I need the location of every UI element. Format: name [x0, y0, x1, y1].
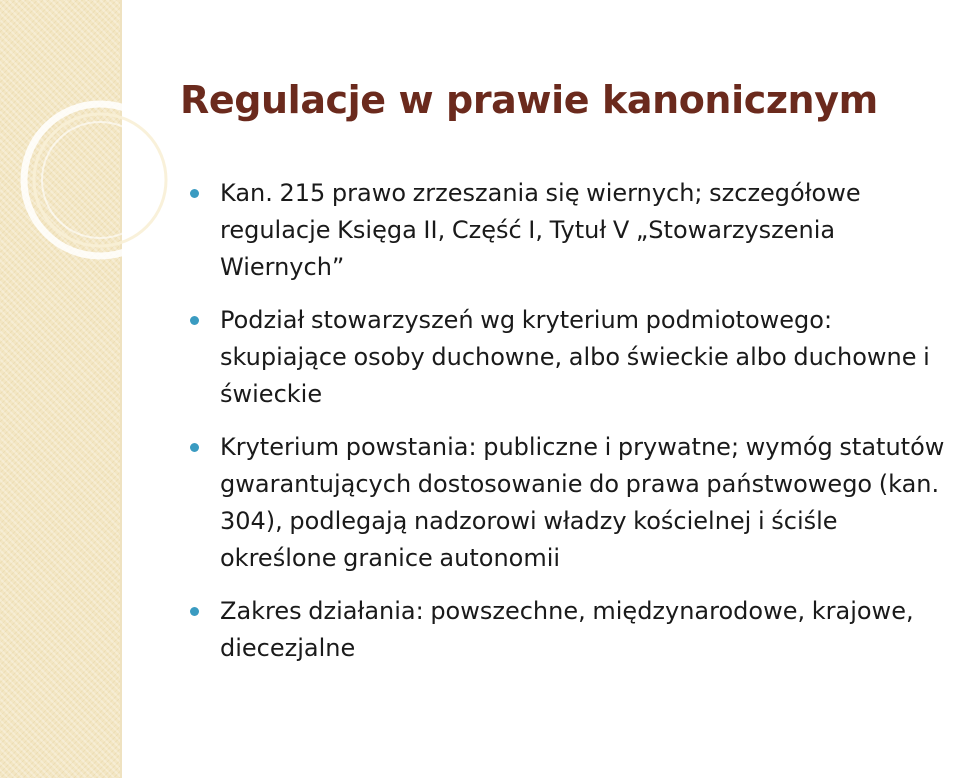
bullet-item — [190, 175, 950, 286]
bullet-text: Kryterium powstania: publiczne i prywatne; wymóg statutów gwarantujących dostosowanie do prawa państwowego (kan. 304), podlegają nadzorowi władzy kościelnej i ściśle określone granice autonomii — [220, 433, 945, 572]
bullet-text: Zakres działania: powszechne, międzynarodowe, krajowe, diecezjalne — [220, 597, 914, 662]
bullet-marker — [190, 189, 199, 198]
bullet-marker — [190, 443, 199, 452]
bullet-text: Podział stowarzyszeń wg kryterium podmiotowego: skupiające osoby duchowne, albo świeckie albo duchowne i świeckie — [220, 306, 930, 408]
bullet-item — [190, 593, 950, 667]
bullet-item — [190, 429, 950, 577]
bullet-list — [190, 175, 950, 683]
bullet-item — [190, 302, 950, 413]
bullet-text: Kan. 215 prawo zrzeszania się wiernych; szczegółowe regulacje Księga II, Część I, Tytuł V „Stowarzyszenia Wiernych” — [220, 179, 861, 281]
decorative-rings-graphic — [0, 0, 180, 300]
bullet-marker — [190, 316, 199, 325]
slide-title: Regulacje w prawie kanonicznym — [180, 78, 878, 122]
bullet-marker — [190, 607, 199, 616]
